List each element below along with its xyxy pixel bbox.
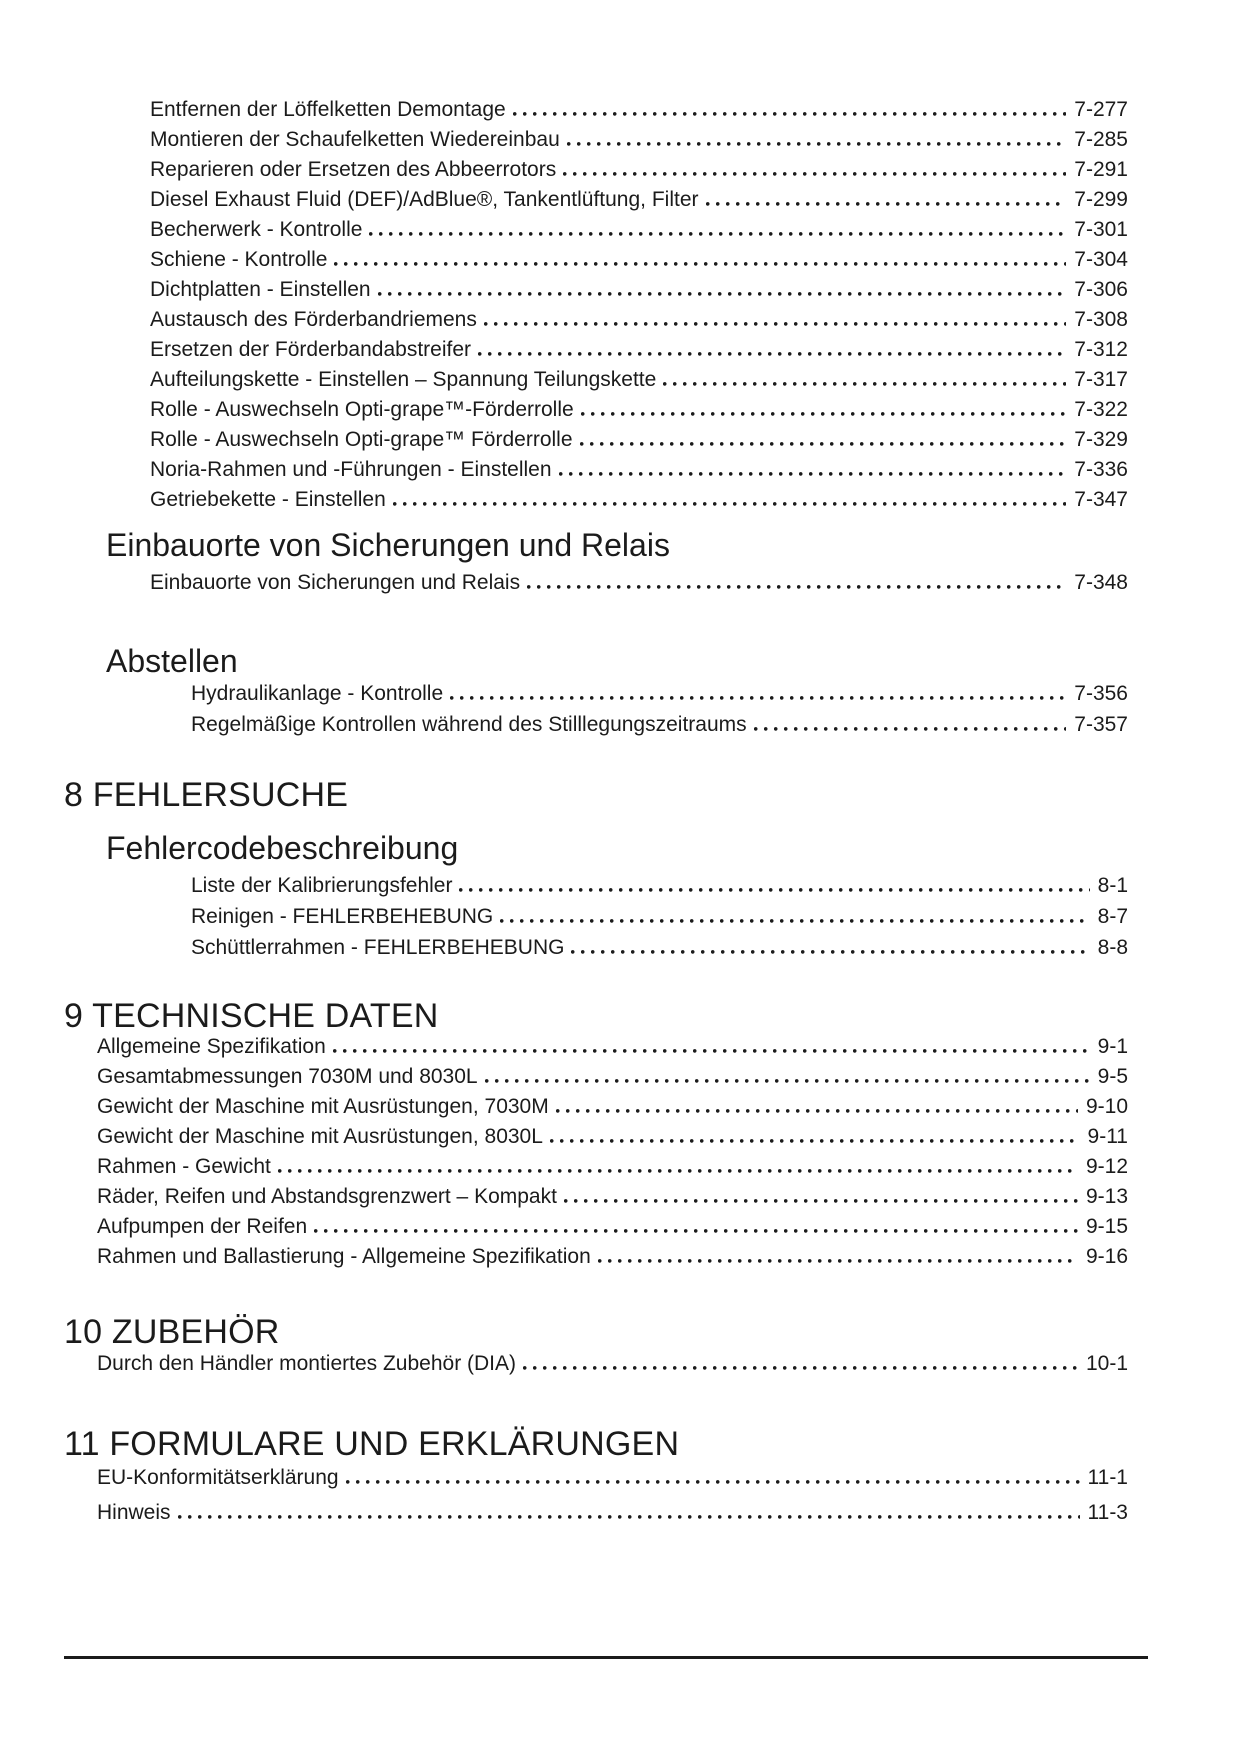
toc-entry-label: Regelmäßige Kontrollen während des Stilllegungszeitraums: [191, 713, 747, 736]
toc-entry-label: Diesel Exhaust Fluid (DEF)/AdBlue®, Tankentlüftung, Filter: [150, 188, 699, 211]
dot-leader: [178, 1515, 1080, 1519]
dot-leader: [393, 502, 1066, 506]
toc-entry-label: Durch den Händler montiertes Zubehör (DIA): [97, 1352, 517, 1375]
toc-entry-page: 9-13: [1085, 1185, 1128, 1208]
dot-leader: [484, 322, 1066, 326]
toc-entry-page: 9-16: [1085, 1245, 1128, 1268]
toc-entry-page: 7-308: [1074, 308, 1128, 331]
dot-leader: [754, 727, 1067, 731]
toc-entry: [150, 245, 1128, 275]
ch9-entries-list: [97, 1032, 1128, 1272]
dot-leader: [278, 1169, 1078, 1173]
footer-rule: [64, 1656, 1148, 1659]
toc-entry-label: Austausch des Förderbandriemens: [150, 308, 477, 331]
toc-entry-page: 7-348: [1074, 571, 1128, 594]
dot-leader: [598, 1259, 1078, 1263]
toc-entry-label: Dichtplatten - Einstellen: [150, 278, 371, 301]
dot-leader: [523, 1366, 1078, 1370]
chapter-heading-8: 8 FEHLERSUCHE: [64, 776, 349, 814]
chapter-heading-11: 11 FORMULARE UND ERKLÄRUNGEN: [64, 1425, 680, 1463]
dot-leader: [478, 352, 1066, 356]
toc-entry: [191, 678, 1128, 709]
toc-entry-page: 7-312: [1074, 338, 1128, 361]
toc-entry-page: 7-347: [1074, 488, 1128, 511]
toc-entry-label: Reparieren oder Ersetzen des Abbeerrotors: [150, 158, 557, 181]
dot-leader: [314, 1229, 1078, 1233]
toc-entry-label: Gewicht der Maschine mit Ausrüstungen, 7030M: [97, 1095, 549, 1118]
toc-entry: [150, 185, 1128, 215]
toc-entry: [150, 95, 1128, 125]
toc-entry: [150, 155, 1128, 185]
toc-entry-label: Einbauorte von Sicherungen und Relais: [150, 571, 521, 594]
toc-entry: [97, 1062, 1128, 1092]
toc-entry-label: Getriebekette - Einstellen: [150, 488, 386, 511]
toc-entry-page: 9-1: [1097, 1035, 1128, 1058]
ch11-entries-list: [97, 1460, 1128, 1530]
toc-entry-page: 9-11: [1087, 1125, 1128, 1148]
toc-entry-page: 8-7: [1097, 905, 1128, 928]
toc-entry: [97, 1032, 1128, 1062]
toc-entry-page: 8-8: [1097, 936, 1128, 959]
toc-entry: [97, 1460, 1128, 1495]
dot-leader: [567, 142, 1067, 146]
toc-entry-label: Noria-Rahmen und -Führungen - Einstellen: [150, 458, 552, 481]
section-heading-error-codes: Fehlercodebeschreibung: [106, 830, 459, 866]
toc-entry-page: 9-12: [1085, 1155, 1128, 1178]
toc-entry-label: Gewicht der Maschine mit Ausrüstungen, 8030L: [97, 1125, 543, 1148]
toc-entry-page: 7-285: [1074, 128, 1128, 151]
toc-entry: [150, 425, 1128, 455]
toc-entry-page: 9-5: [1097, 1065, 1128, 1088]
toc-entry-page: 7-317: [1074, 368, 1128, 391]
dot-leader: [564, 1199, 1078, 1203]
toc-entry-label: Ersetzen der Förderbandabstreifer: [150, 338, 471, 361]
toc-entry: [150, 485, 1128, 515]
dot-leader: [459, 888, 1089, 892]
dot-leader: [334, 262, 1066, 266]
dot-leader: [556, 1109, 1078, 1113]
toc-entry-label: Rolle - Auswechseln Opti-grape™-Förderrolle: [150, 398, 574, 421]
toc-entry: [150, 215, 1128, 245]
toc-entry-label: Aufteilungskette - Einstellen – Spannung Teilungskette: [150, 368, 657, 391]
toc-entry-label: Reinigen - FEHLERBEHEBUNG: [191, 905, 494, 928]
dot-leader: [663, 382, 1066, 386]
toc-entry-page: 7-277: [1074, 98, 1128, 121]
toc-entry: [97, 1349, 1128, 1379]
toc-entry-label: Rahmen und Ballastierung - Allgemeine Spezifikation: [97, 1245, 591, 1268]
dot-leader: [527, 585, 1066, 589]
dot-leader: [563, 172, 1066, 176]
toc-entry-page: 11-3: [1087, 1501, 1128, 1524]
toc-entry-label: Aufpumpen der Reifen: [97, 1215, 308, 1238]
dot-leader: [559, 472, 1067, 476]
dot-leader: [571, 950, 1089, 954]
ch8-entries-list: [191, 870, 1128, 963]
ch10-entries-list: [97, 1349, 1128, 1379]
toc-entry: [150, 125, 1128, 155]
toc-entry-page: 7-322: [1074, 398, 1128, 421]
toc-entry: [150, 568, 1128, 598]
toc-entry-page: 7-301: [1074, 218, 1128, 241]
toc-entry-label: Liste der Kalibrierungsfehler: [191, 874, 453, 897]
toc-entry-page: 7-299: [1074, 188, 1128, 211]
toc-entry: [191, 870, 1128, 901]
dot-leader: [580, 442, 1067, 446]
toc-entry-page: 9-15: [1085, 1215, 1128, 1238]
toc-entry-label: Gesamtabmessungen 7030M und 8030L: [97, 1065, 478, 1088]
toc-entry: [150, 275, 1128, 305]
dot-leader: [513, 112, 1067, 116]
toc-entry-page: 7-291: [1074, 158, 1128, 181]
toc-entry-label: Schüttlerrahmen - FEHLERBEHEBUNG: [191, 936, 565, 959]
toc-entry-page: 11-1: [1087, 1466, 1128, 1489]
toc-entry-page: 10-1: [1085, 1352, 1128, 1375]
toc-entry-page: 7-356: [1074, 682, 1128, 705]
dot-leader: [500, 919, 1089, 923]
toc-entry-page: 9-10: [1085, 1095, 1128, 1118]
toc-entry-page: 7-336: [1074, 458, 1128, 481]
toc-entry-label: Räder, Reifen und Abstandsgrenzwert – Kompakt: [97, 1185, 557, 1208]
toc-entry: [150, 395, 1128, 425]
toc-entry-label: Rolle - Auswechseln Opti-grape™ Förderrolle: [150, 428, 573, 451]
toc-entry: [150, 305, 1128, 335]
toc-entry-label: Schiene - Kontrolle: [150, 248, 328, 271]
storage-entries-list: [191, 678, 1128, 740]
toc-entry-label: Becherwerk - Kontrolle: [150, 218, 363, 241]
toc-entry: [97, 1242, 1128, 1272]
toc-entry-page: 7-306: [1074, 278, 1128, 301]
dot-leader: [346, 1480, 1080, 1484]
ch7-entries-list: [150, 95, 1128, 515]
toc-entry-label: Hinweis: [97, 1501, 171, 1524]
toc-entry: [150, 365, 1128, 395]
toc-entry: [191, 901, 1128, 932]
toc-entry: [191, 932, 1128, 963]
toc-entry-page: 7-329: [1074, 428, 1128, 451]
toc-entry-page: 7-357: [1074, 713, 1128, 736]
dot-leader: [485, 1079, 1090, 1083]
dot-leader: [369, 232, 1066, 236]
dot-leader: [450, 696, 1066, 700]
toc-entry: [150, 335, 1128, 365]
dot-leader: [378, 292, 1067, 296]
dot-leader: [333, 1049, 1090, 1053]
toc-entry-page: 8-1: [1097, 874, 1128, 897]
toc-entry: [150, 455, 1128, 485]
dot-leader: [581, 412, 1067, 416]
toc-entry-label: Allgemeine Spezifikation: [97, 1035, 326, 1058]
toc-entry-page: 7-304: [1074, 248, 1128, 271]
toc-entry-label: Rahmen - Gewicht: [97, 1155, 271, 1178]
toc-entry-label: Hydraulikanlage - Kontrolle: [191, 682, 444, 705]
toc-entry: [97, 1182, 1128, 1212]
section-heading-storage: Abstellen: [106, 643, 238, 679]
toc-entry: [191, 709, 1128, 740]
toc-entry: [97, 1122, 1128, 1152]
fuses-entries-list: [150, 568, 1128, 598]
chapter-heading-10: 10 ZUBEHÖR: [64, 1313, 280, 1351]
toc-entry-label: Entfernen der Löffelketten Demontage: [150, 98, 506, 121]
toc-entry: [97, 1495, 1128, 1530]
dot-leader: [550, 1139, 1080, 1143]
dot-leader: [706, 202, 1067, 206]
toc-entry: [97, 1152, 1128, 1182]
toc-entry: [97, 1092, 1128, 1122]
toc-entry-label: Montieren der Schaufelketten Wiedereinbau: [150, 128, 560, 151]
chapter-heading-9: 9 TECHNISCHE DATEN: [64, 997, 439, 1035]
section-heading-fuses: Einbauorte von Sicherungen und Relais: [106, 527, 670, 563]
toc-entry: [97, 1212, 1128, 1242]
toc-entry-label: EU-Konformitätserklärung: [97, 1466, 339, 1489]
